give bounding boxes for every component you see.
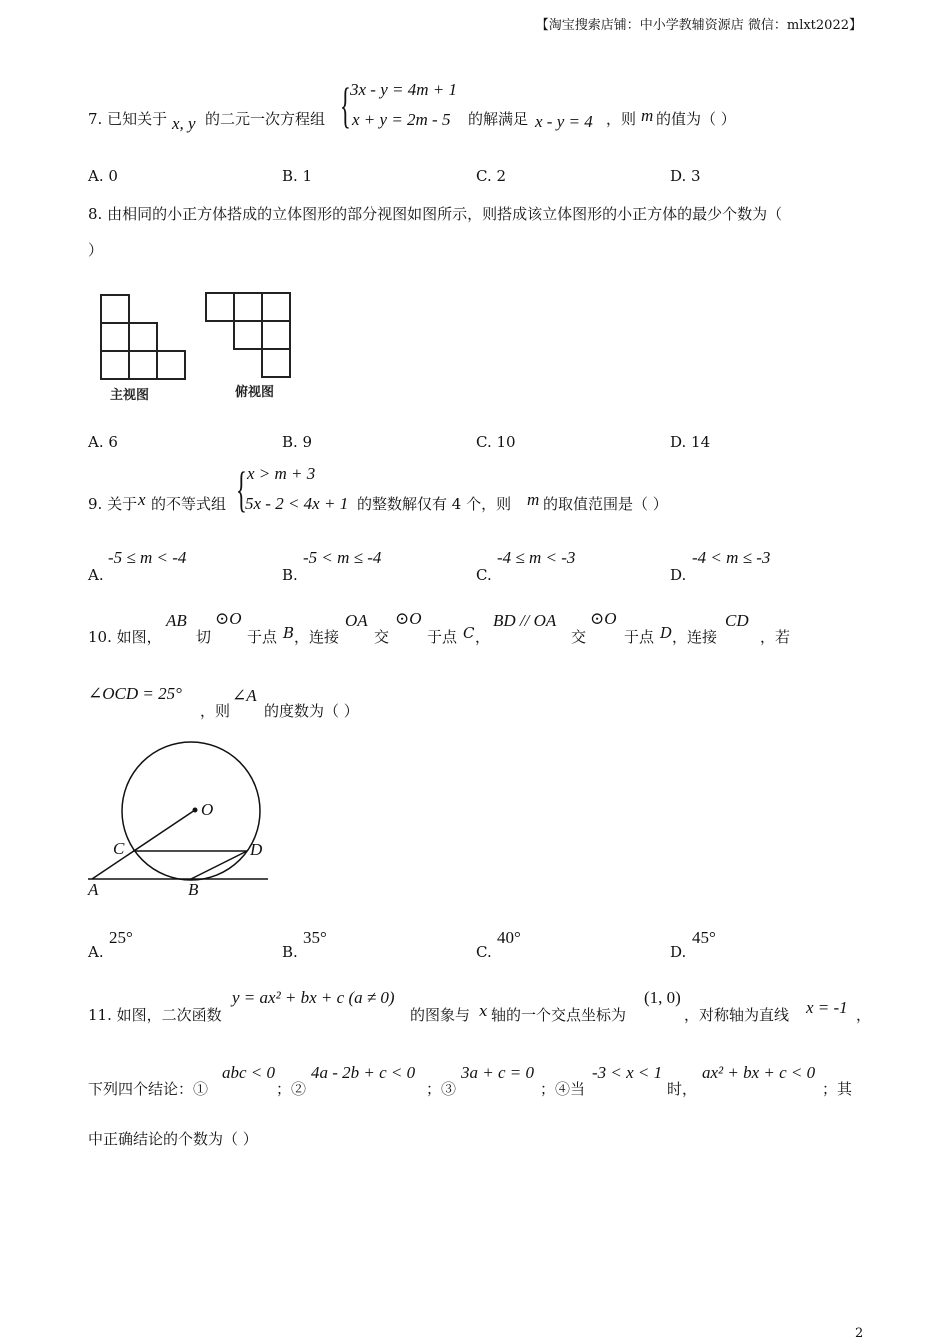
q10-label-a: A	[88, 880, 99, 899]
q9-option-d-expr: -4 < m ≤ -3	[692, 548, 771, 567]
q7-option-c: C. 2	[476, 167, 507, 185]
q10-option-d-value: 45°	[692, 928, 716, 947]
q8-option-b: B. 9	[282, 433, 313, 451]
q10-label-c: C	[113, 839, 125, 858]
q9-suffix2: 的取值范围是（ ）	[543, 495, 668, 513]
q9-option-a-letter: A.	[88, 566, 104, 584]
q11-conclusion-1: abc < 0	[222, 1063, 276, 1082]
q10-circle-o-2: ⊙O	[395, 609, 422, 628]
q11-l2b: ；②	[276, 1080, 307, 1098]
q10-circle-figure	[80, 735, 280, 905]
q11-l3: 中正确结论的个数为（ ）	[88, 1130, 258, 1148]
q10-angle-ocd: ∠OCD = 25°	[88, 684, 182, 703]
q10-p3: 于点	[247, 628, 278, 646]
q7-suffix2: 的值为（ ）	[656, 110, 736, 128]
q10-option-a-letter: A.	[88, 943, 104, 961]
q11-x: x	[479, 1002, 488, 1020]
q10-label-b: B	[188, 880, 199, 899]
q11-function: y = ax² + bx + c (a ≠ 0)	[232, 988, 395, 1007]
q9-prefix: 9. 关于	[88, 495, 138, 513]
q10-p7: ，	[475, 628, 491, 646]
q11-conclusion-3: 3a + c = 0	[461, 1063, 534, 1082]
q11-conclusion-2: 4a - 2b + c < 0	[311, 1063, 416, 1082]
q9-option-b-expr: -5 < m ≤ -4	[303, 548, 382, 567]
q8-line1: 8. 由相同的小正方体搭成的立体图形的部分视图如图所示，则搭成该立体图形的小正方体的最少个数为（	[88, 205, 783, 223]
q11-conclusion-4-ineq: ax² + bx + c < 0	[702, 1063, 816, 1082]
q7-suffix: ，则	[606, 110, 637, 128]
q11-axis: x = -1	[806, 998, 848, 1017]
q10-p11: ，若	[760, 628, 791, 646]
q11-l2e: 时，	[667, 1080, 698, 1098]
q10-p8: 交	[571, 628, 587, 646]
q7-mid2: 的解满足	[468, 110, 529, 128]
q7-condition: x - y = 4	[535, 112, 593, 131]
q11-conclusion-4-range: -3 < x < 1	[592, 1063, 663, 1082]
q9-ineq2: 5x - 2 < 4x + 1	[245, 494, 349, 513]
q10-angle-a: ∠A	[232, 686, 257, 705]
q10-option-c-value: 40°	[497, 928, 521, 947]
q7-eq2: x + y = 2m - 5	[352, 110, 451, 129]
q8-option-c: C. 10	[476, 433, 516, 451]
q9-option-c-letter: C.	[476, 566, 492, 584]
q8-views-figure	[90, 288, 305, 408]
q9-option-a-expr: -5 ≤ m < -4	[108, 548, 187, 567]
q11-l2c: ；③	[426, 1080, 457, 1098]
q8-option-d: D. 14	[670, 433, 711, 451]
q10-point-c: C	[463, 624, 475, 642]
q10-option-b-value: 35°	[303, 928, 327, 947]
q10-cd: CD	[725, 611, 749, 630]
q10-option-c-letter: C.	[476, 943, 492, 961]
q11-l2d: ；④当	[540, 1080, 586, 1098]
q10-option-d-letter: D.	[670, 943, 687, 961]
q9-mid: 的不等式组	[151, 495, 227, 513]
q9-suffix: 的整数解仅有 4 个，则	[357, 495, 512, 513]
q10-p1: 10. 如图，	[88, 628, 162, 646]
q8-top-view-label: 俯视图	[235, 384, 275, 399]
q10-p5: 交	[374, 628, 390, 646]
q9-brace: {	[236, 461, 247, 517]
q10-point-b: B	[283, 624, 295, 642]
q8-option-a: A. 6	[88, 433, 118, 451]
q7-m: m	[641, 106, 654, 125]
q7-brace: {	[340, 77, 351, 133]
q10-p10: ，连接	[672, 628, 718, 646]
q10-p4: ，连接	[294, 628, 340, 646]
q10-option-b-letter: B.	[282, 943, 298, 961]
q9-m: m	[527, 490, 540, 509]
q10-p9: 于点	[624, 628, 655, 646]
q10-bd-parallel-oa: BD // OA	[493, 611, 557, 630]
q9-option-d-letter: D.	[670, 566, 687, 584]
q8-front-view-label: 主视图	[110, 387, 150, 402]
q10-p6: 于点	[427, 628, 458, 646]
q11-l2a: 下列四个结论：①	[88, 1080, 209, 1098]
q9-x: x	[138, 490, 146, 509]
q10-circle-o-3: ⊙O	[590, 609, 617, 628]
q10-ab: AB	[166, 611, 187, 630]
q10-oa: OA	[345, 611, 368, 630]
q7-option-a: A. 0	[88, 167, 118, 185]
q10-point-d: D	[660, 624, 673, 642]
q7-prefix: 7. 已知关于	[88, 110, 168, 128]
q10-option-a-value: 25°	[109, 928, 133, 947]
q7-mid: 的二元一次方程组	[205, 110, 326, 128]
q10-p2: 切	[196, 628, 212, 646]
q9-option-c-expr: -4 ≤ m < -3	[497, 548, 576, 567]
q11-p5: ，	[856, 1006, 872, 1024]
q7-option-b: B. 1	[282, 167, 313, 185]
q11-p4: ，对称轴为直线	[684, 1006, 790, 1024]
q11-point: (1, 0)	[644, 988, 681, 1007]
q9-ineq1: x > m + 3	[247, 464, 316, 483]
q11-l2f: ；其	[822, 1080, 853, 1098]
q10-p12: ，则	[200, 702, 231, 720]
q7-eq1: 3x - y = 4m + 1	[350, 80, 457, 99]
q7-option-d: D. 3	[670, 167, 701, 185]
q10-circle-o-1: ⊙O	[215, 609, 242, 628]
page-header: 【淘宝搜索店铺：中小学教辅资源店 微信：mlxt2022】	[535, 18, 862, 33]
q10-label-d: D	[250, 840, 263, 859]
q9-option-b-letter: B.	[282, 566, 298, 584]
q8-line2: ）	[88, 241, 104, 259]
q10-p13: 的度数为（ ）	[264, 702, 359, 720]
q11-p3: 轴的一个交点坐标为	[491, 1006, 627, 1024]
q10-label-o: O	[201, 800, 214, 819]
page-number: 2	[855, 1326, 864, 1341]
q11-p1: 11. 如图，二次函数	[88, 1006, 222, 1024]
q11-p2: 的图象与	[410, 1006, 471, 1024]
q7-vars: x, y	[172, 114, 196, 133]
